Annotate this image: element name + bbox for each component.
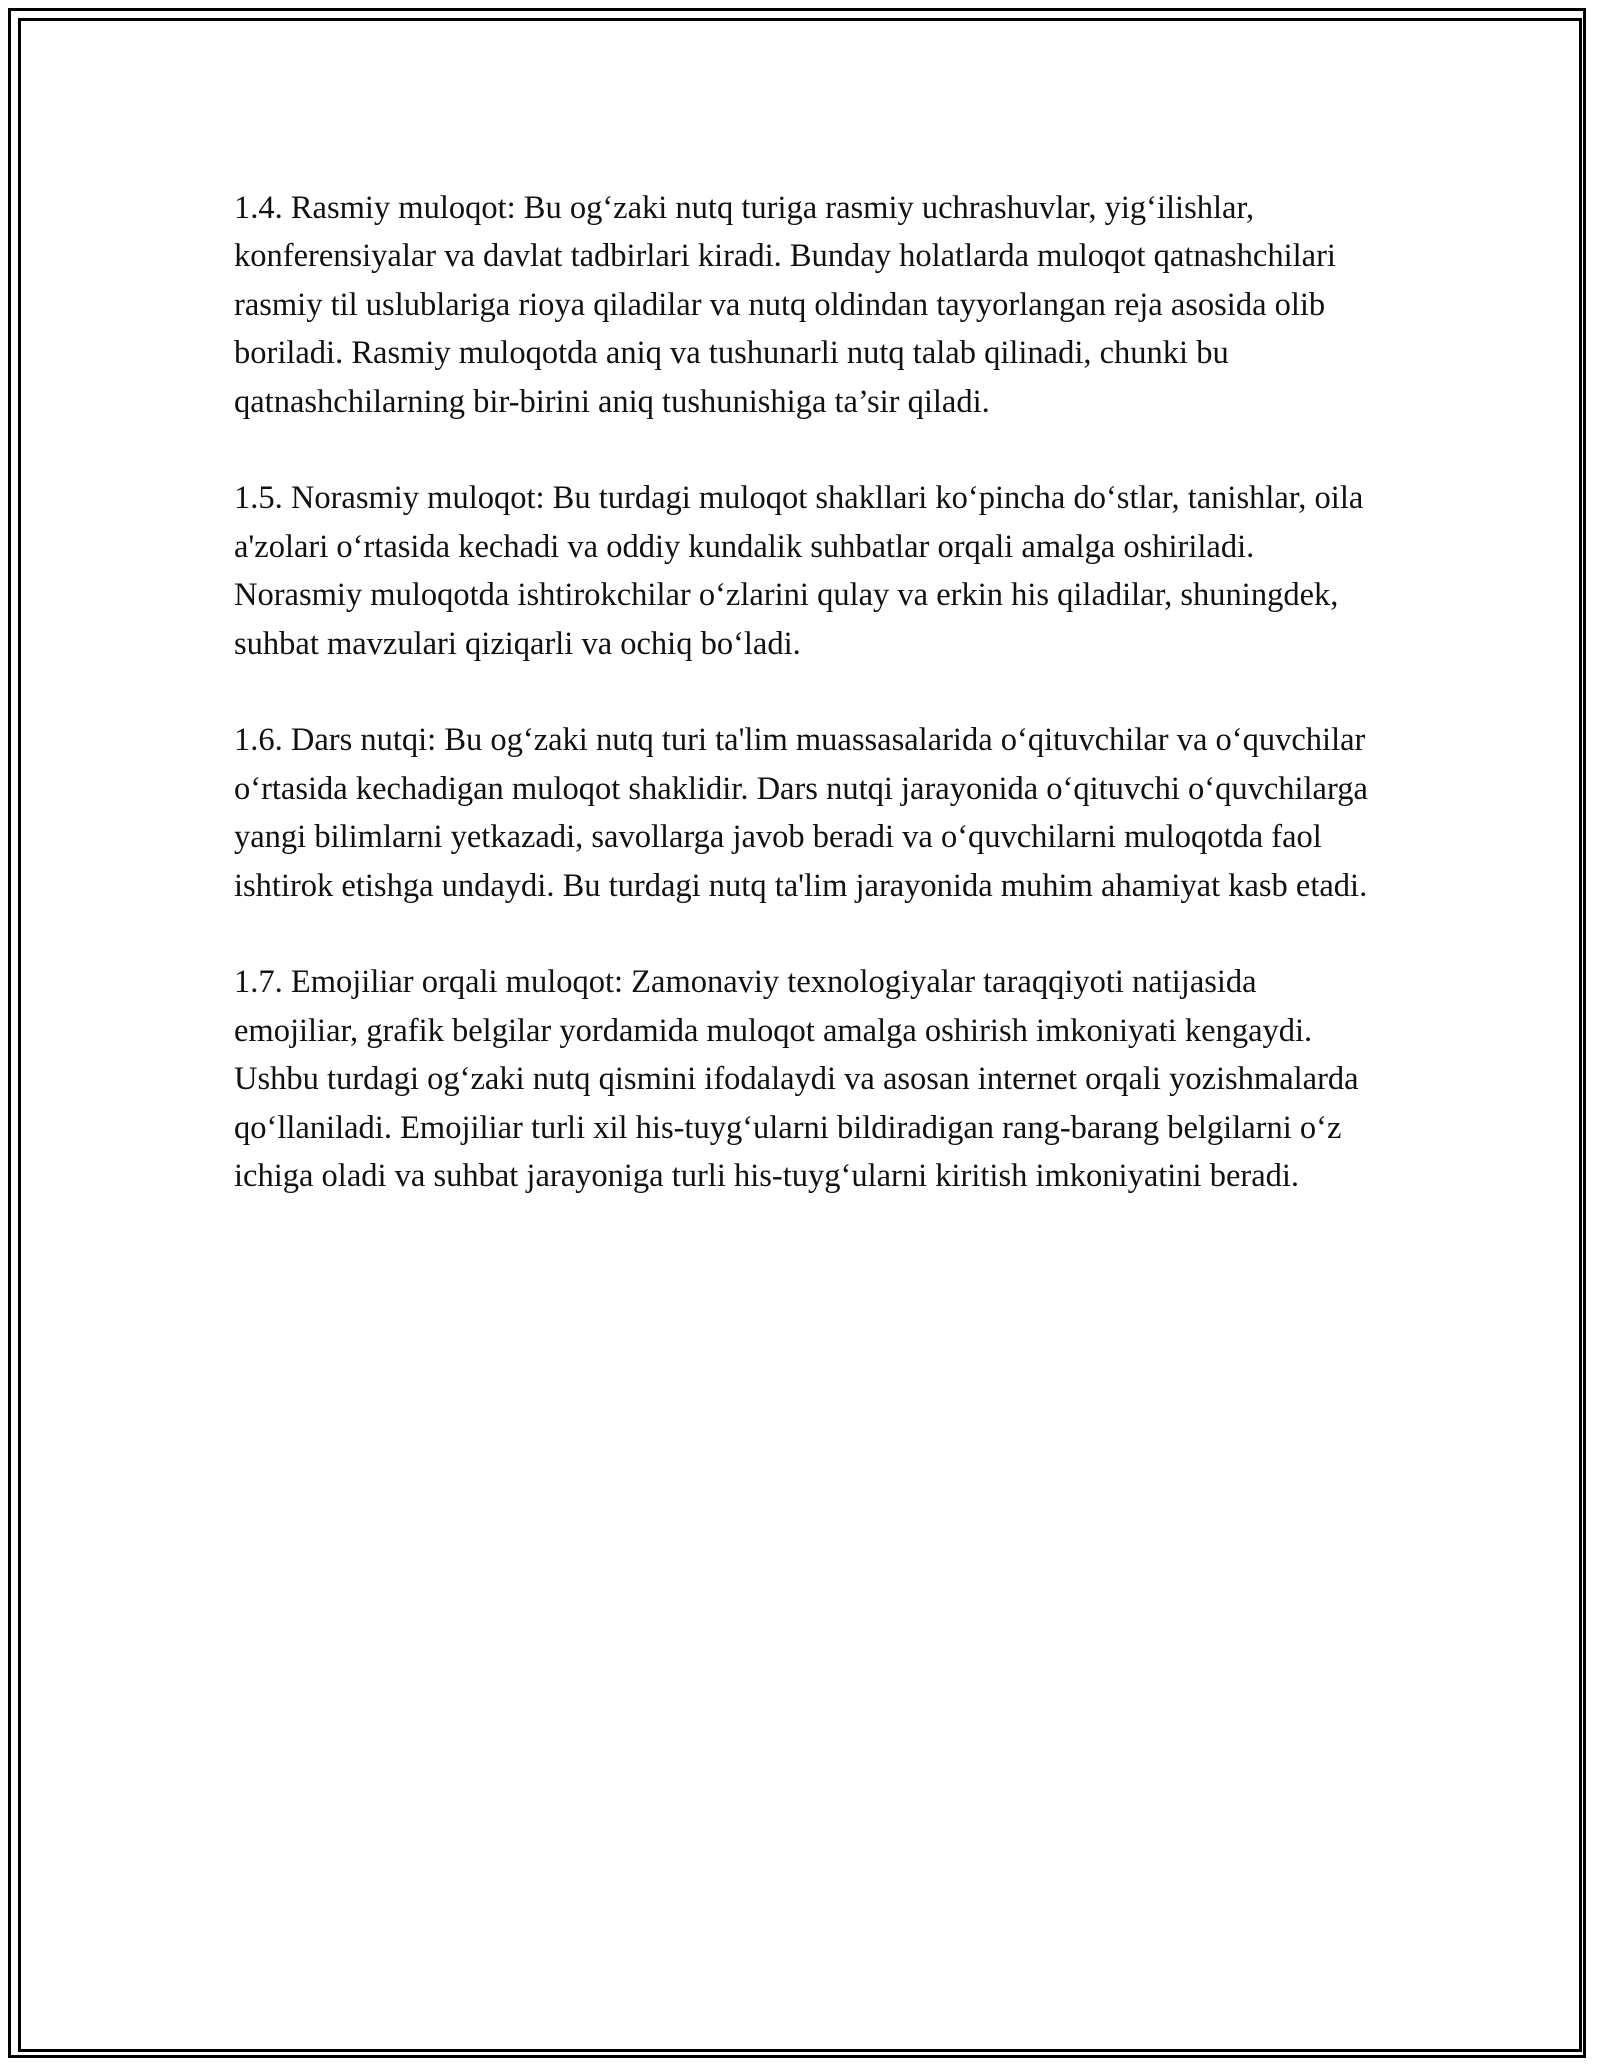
document-body (234, 184, 1374, 1249)
paragraph-dars-nutqi: 1.6. Dars nutqi: Bu og‘zaki nutq turi ta'lim muassasalarida o‘qituvchilar va o‘quvchilar o‘rtasida kechadigan muloqot shaklidir. Dars nutqi jarayonida o‘qituvchi o‘quvchilarga yangi bilimlarni yetkazadi, savollarga javob beradi va o‘quvchilarni muloqotda faol ishtirok etishga undaydi. Bu turdagi nutq ta'lim jarayonida muhim ahamiyat kasb etadi. (234, 722, 1368, 904)
paragraph-rasmiy-muloqot: 1.4. Rasmiy muloqot: Bu og‘zaki nutq turiga rasmiy uchrashuvlar, yig‘ilishlar, konferensiyalar va davlat tadbirlari kiradi. Bunday holatlarda muloqot qatnashchilari rasmiy til uslublariga rioya qiladilar va nutq oldindan tayyorlangan reja asosida olib boriladi. Rasmiy muloqotda aniq va tushunarli nutq talab qilinadi, chunki bu qatnashchilarning bir-birini aniq tushunishiga ta’sir qiladi. (234, 190, 1336, 420)
paragraph-emojiliar-muloqot: 1.7. Emojiliar orqali muloqot: Zamonaviy texnologiyalar taraqqiyoti natijasida emojiliar, grafik belgilar yordamida muloqot amalga oshirish imkoniyati kengaydi. Ushbu turdagi og‘zaki nutq qismini ifodalaydi va asosan internet orqali yozishmalarda qo‘llaniladi. Emojiliar turli xil his-tuyg‘ularni bildiradigan rang-barang belgilarni o‘z ichiga oladi va suhbat jarayoniga turli his-tuyg‘ularni kiritish imkoniyatini beradi. (234, 964, 1359, 1195)
paragraph-norasmiy-muloqot: 1.5. Norasmiy muloqot: Bu turdagi muloqot shakllari ko‘pincha do‘stlar, tanishlar, oila a'zolari o‘rtasida kechadi va oddiy kundalik suhbatlar orqali amalga oshiriladi. Norasmiy muloqotda ishtirokchilar o‘zlarini qulay va erkin his qiladilar, shuningdek, suhbat mavzulari qiziqarli va ochiq bo‘ladi. (234, 480, 1364, 662)
